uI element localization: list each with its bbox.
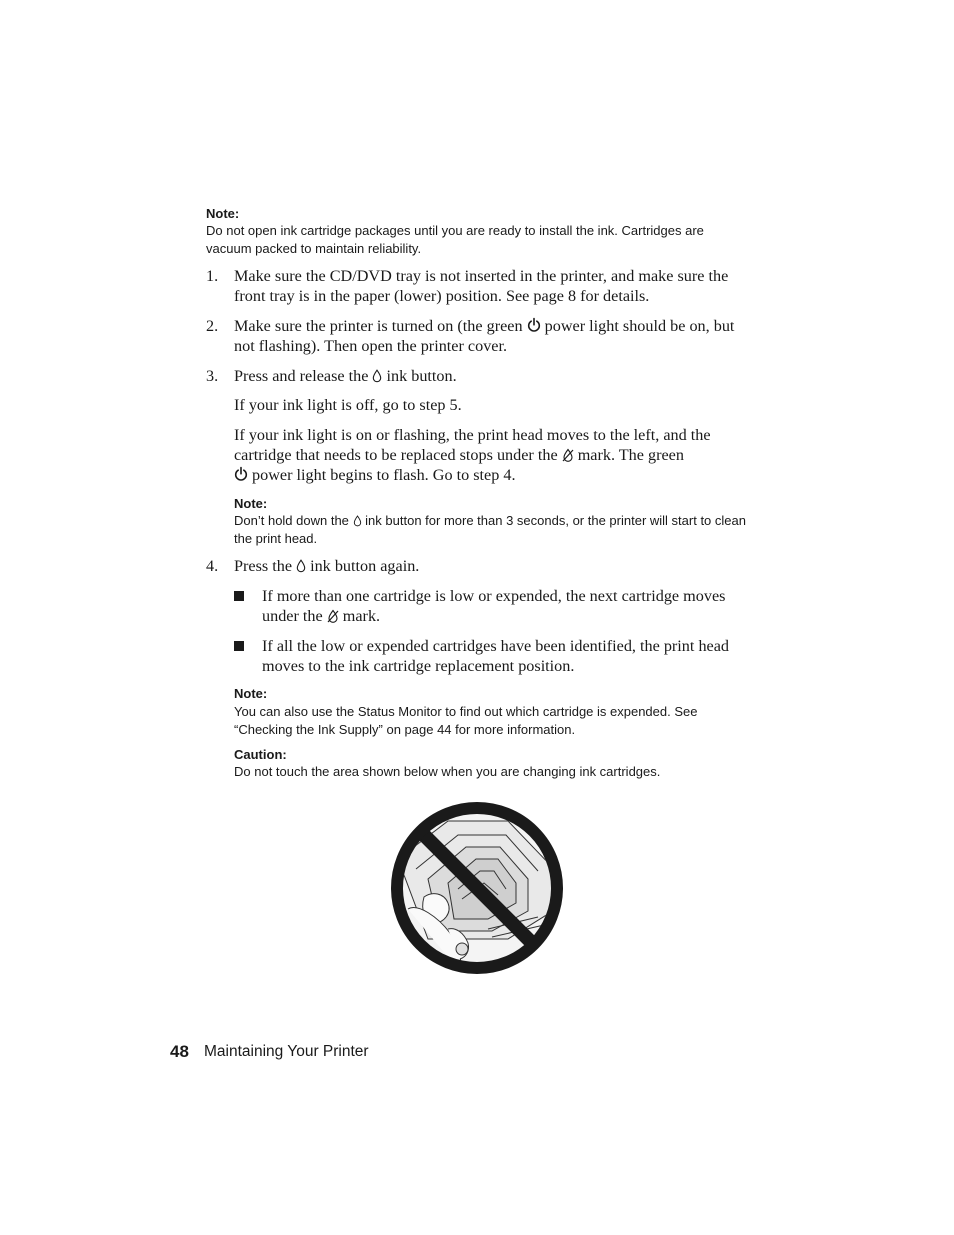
- ink-drop-icon: [353, 515, 362, 527]
- bullet-marker: [234, 641, 244, 651]
- note-heading: Note:: [234, 686, 268, 701]
- ink-mark-icon: [562, 448, 574, 462]
- ink-drop-icon: [372, 369, 382, 383]
- step-text: Press the ink button again.: [234, 557, 420, 575]
- step-2: [206, 316, 751, 356]
- step-3: [206, 366, 751, 386]
- ink-drop-icon: [296, 559, 306, 573]
- step-number: 1.: [206, 267, 219, 285]
- page-number: 48: [170, 1042, 189, 1061]
- step-3-paragraph-2: If your ink light is on or flashing, the print head moves to the left, and the cartridge that needs to be replaced stops under the mark. The green power light begins to flash. Go to step 4.: [234, 426, 711, 484]
- power-icon: [234, 466, 248, 482]
- note-text: You can also use the Status Monitor to find out which cartridge is expended. See “Checking the Ink Supply” on page 44 for more information.: [234, 704, 698, 737]
- bullet-text: If more than one cartridge is low or expended, the next cartridge moves under the mark.: [262, 587, 726, 625]
- step-text: Make sure the printer is turned on (the green power light should be on, but not flashing). Then open the printer cover.: [234, 317, 735, 355]
- power-icon: [527, 317, 541, 333]
- step-1: [206, 266, 751, 306]
- section-title: Maintaining Your Printer: [204, 1043, 369, 1060]
- note-heading: Note:: [206, 206, 240, 221]
- step-number: 3.: [206, 367, 219, 385]
- bullet-item: [234, 636, 754, 676]
- step-text: Press and release the ink button.: [234, 367, 457, 385]
- do-not-touch-illustration: [388, 799, 566, 977]
- caution-text: Do not touch the area shown below when you are changing ink cartridges.: [234, 764, 661, 779]
- step-number: 4.: [206, 557, 219, 575]
- bullet-item: [234, 586, 754, 626]
- ink-mark-icon: [327, 609, 339, 623]
- caution-heading: Caution:: [234, 747, 287, 762]
- bullet-text: If all the low or expended cartridges have been identified, the print head moves to the ink cartridge replacement position.: [262, 637, 730, 675]
- step-3-paragraph-1: If your ink light is off, go to step 5.: [234, 396, 462, 414]
- note-text: Don’t hold down the ink button for more than 3 seconds, or the printer will start to clean the print head.: [234, 513, 746, 546]
- step-4: [206, 556, 751, 576]
- step-number: 2.: [206, 317, 219, 335]
- step-text: Make sure the CD/DVD tray is not inserted in the printer, and make sure the front tray is in the paper (lower) position. See page 8 for details.: [234, 267, 729, 305]
- note-heading: Note:: [234, 496, 268, 511]
- note-text: Do not open ink cartridge packages until you are ready to install the ink. Cartridges are vacuum packed to maintain reliability.: [206, 223, 704, 256]
- bullet-marker: [234, 591, 244, 601]
